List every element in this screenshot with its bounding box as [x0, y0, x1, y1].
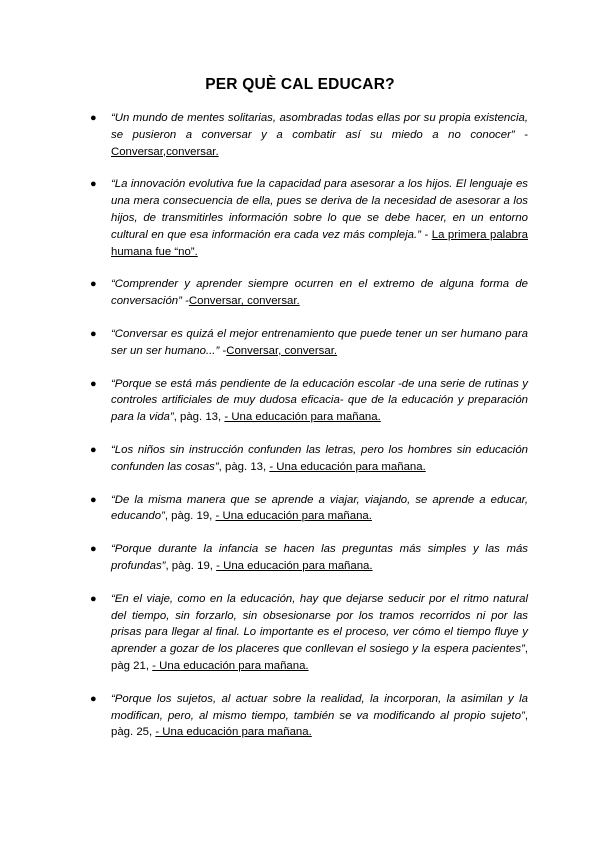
quote-suffix: - [420, 228, 432, 241]
quote-suffix: , pàg. 13, [173, 411, 225, 424]
quote-item [0, 691, 600, 741]
quote-source: - Una educación para mañana. [155, 726, 312, 739]
quote-suffix: , pàg. 13, [218, 460, 270, 473]
quote-text: “Porque durante la infancia se hacen las preguntas más simples y las más profundas” [111, 543, 528, 572]
quote-item [0, 541, 600, 575]
bullet-icon: ● [90, 112, 97, 124]
page-title: PER QUÈ CAL EDUCAR? [205, 76, 395, 93]
quote-suffix: , pàg 21, [111, 643, 528, 672]
quote-item [0, 376, 600, 426]
quote-source: - Una educación para mañana. [216, 559, 373, 572]
quote-suffix: , pàg. 19, [165, 559, 217, 572]
bullet-icon: ● [90, 278, 97, 291]
bullet-icon: ● [90, 443, 97, 456]
bullet-icon: ● [90, 692, 97, 705]
quote-source: - Una educación para mañana. [269, 460, 426, 473]
quote-item [0, 176, 600, 260]
quote-item [0, 110, 600, 160]
bullet-icon: ● [90, 178, 97, 191]
quote-text: “Los niños sin instrucción confunden las letras, pero los hombres sin educación confunden las cosas” [111, 443, 528, 473]
quote-item [0, 442, 600, 476]
quote-suffix: - [181, 295, 189, 308]
quote-text: “Conversar es quizá el mejor entrenamiento que puede tener un ser humano para ser un ser humano...” [111, 327, 528, 357]
quote-source: La primera palabra humana fue “no”. [111, 228, 529, 258]
quote-source: - Una educación para mañana. [152, 659, 309, 672]
quote-text: “En el viaje, como en la educación, hay que dejarse seducir por el ritmo natural del tiempo, sin forzarlo, sin obsesionarse por los tramos recorridos ni por las prisas para llegar al final. Lo importante es el proceso, ver cómo el tiempo fluye y aprender a gozar de los placeres que conllevan el sosiego y la espera pacientes” [111, 592, 528, 656]
quote-source: Conversar, conversar. [226, 344, 338, 357]
quote-text: “De la misma manera que se aprende a viajar, viajando, se aprende a educar, educando” [111, 493, 528, 523]
quote-item [0, 276, 600, 310]
quote-text: “Porque se está más pendiente de la educación escolar -de una serie de rutinas y controles artificiales de muy dudosa eficacia- que de la educación y preparación para la vida” [111, 377, 528, 424]
quote-source: - Una educación para mañana. [224, 411, 381, 424]
quote-item [0, 326, 600, 360]
quote-text: “La innovación evolutiva fue la capacidad para asesorar a los hijos. El lenguaje es una mera consecuencia de ella, pues se deriva de la necesidad de asesorar a los hijos, de transmitirles información sobre lo que se debe hacer, en un entorno cultural en que esa información era cada vez más compleja.” [111, 178, 528, 241]
bullet-icon: ● [90, 493, 97, 506]
bullet-icon: ● [90, 327, 97, 340]
quote-suffix: - [514, 128, 528, 141]
quote-item [0, 591, 600, 675]
quote-text: “Porque los sujetos, al actuar sobre la realidad, la incorporan, la asimilan y la modifican, pero, al mismo tiempo, también se va modificando al propio sujeto” [111, 692, 528, 722]
quote-source: Conversar,conversar. [111, 145, 219, 158]
quote-suffix: , pàg. 25, [111, 709, 528, 739]
bullet-icon: ● [90, 543, 97, 556]
quote-text: “Comprender y aprender siempre ocurren en el extremo de alguna forma de conversación” [111, 278, 528, 308]
quote-text: “Un mundo de mentes solitarias, asombradas todas ellas por su propia existencia, se pusieron a conversar y a combatir así su miedo a no conocer” [111, 112, 528, 141]
bullet-icon: ● [90, 592, 97, 605]
quote-source: - Una educación para mañana. [215, 510, 372, 523]
quote-source: Conversar, conversar. [188, 295, 300, 308]
quote-list [0, 110, 600, 757]
bullet-icon: ● [90, 377, 97, 390]
quote-item [0, 492, 600, 526]
quote-suffix: , pàg. 19, [164, 510, 216, 523]
quote-suffix: - [219, 344, 227, 357]
